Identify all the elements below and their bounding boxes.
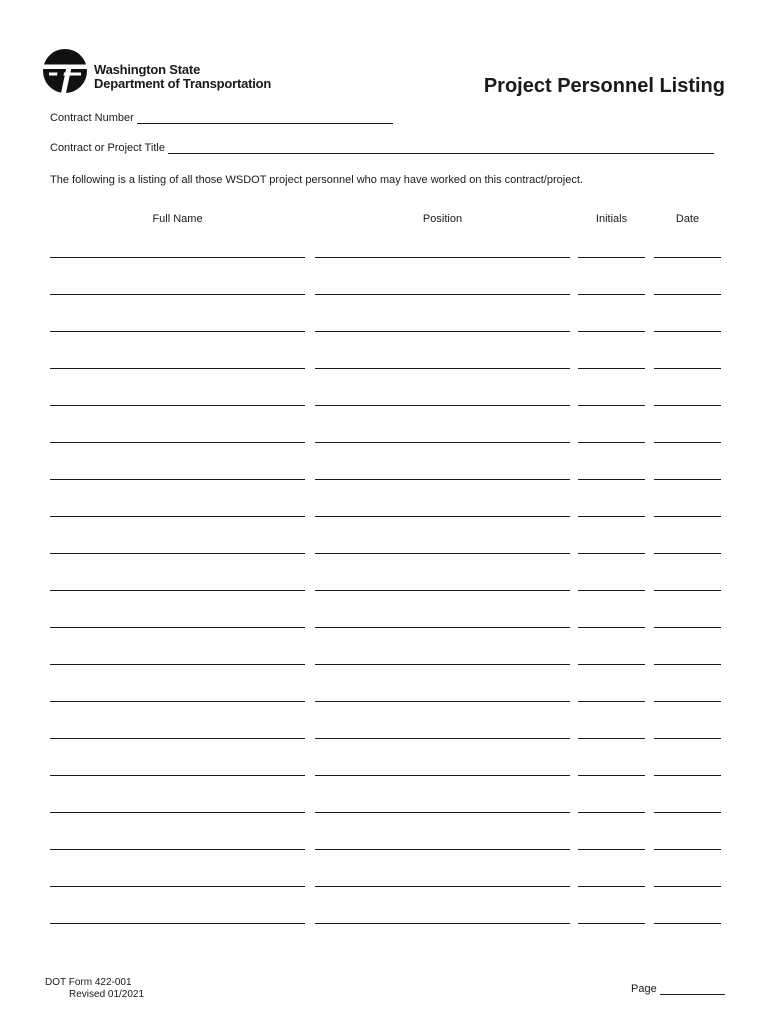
full-name-field[interactable] <box>50 479 305 480</box>
position-field[interactable] <box>315 738 570 739</box>
initials-field[interactable] <box>578 701 645 702</box>
full-name-field[interactable] <box>50 664 305 665</box>
date-field[interactable] <box>654 479 721 480</box>
initials-field[interactable] <box>578 331 645 332</box>
date-field[interactable] <box>654 331 721 332</box>
column-header-position: Position <box>422 213 463 225</box>
full-name-field[interactable] <box>50 368 305 369</box>
agency-line-1: Washington State <box>94 62 201 77</box>
column-header-date: Date <box>675 213 700 225</box>
initials-field[interactable] <box>578 257 645 258</box>
full-name-field[interactable] <box>50 701 305 702</box>
position-field[interactable] <box>315 479 570 480</box>
initials-field[interactable] <box>578 627 645 628</box>
position-field[interactable] <box>315 516 570 517</box>
full-name-field[interactable] <box>50 923 305 924</box>
full-name-field[interactable] <box>50 553 305 554</box>
form-title: Project Personnel Listing <box>483 75 725 97</box>
date-field[interactable] <box>654 738 721 739</box>
full-name-field[interactable] <box>50 627 305 628</box>
date-field[interactable] <box>654 590 721 591</box>
date-field[interactable] <box>654 294 721 295</box>
form-info <box>45 977 144 1001</box>
form-number: DOT Form 422-001 <box>45 977 132 988</box>
initials-field[interactable] <box>578 479 645 480</box>
position-field[interactable] <box>315 442 570 443</box>
initials-field[interactable] <box>578 405 645 406</box>
position-field[interactable] <box>315 849 570 850</box>
revision-date: Revised 01/2021 <box>69 989 145 1000</box>
full-name-field[interactable] <box>50 405 305 406</box>
initials-field[interactable] <box>578 738 645 739</box>
full-name-field[interactable] <box>50 442 305 443</box>
project-title-field[interactable] <box>168 141 714 154</box>
full-name-field[interactable] <box>50 775 305 776</box>
position-field[interactable] <box>315 590 570 591</box>
date-field[interactable] <box>654 664 721 665</box>
date-field[interactable] <box>654 849 721 850</box>
project-title-label: Contract or Project Title <box>50 142 165 154</box>
initials-field[interactable] <box>578 886 645 887</box>
contract-number-field[interactable] <box>137 111 393 124</box>
initials-field[interactable] <box>578 923 645 924</box>
date-field[interactable] <box>654 886 721 887</box>
position-field[interactable] <box>315 368 570 369</box>
date-field[interactable] <box>654 516 721 517</box>
date-field[interactable] <box>654 627 721 628</box>
page-number-field[interactable] <box>660 983 725 995</box>
date-field[interactable] <box>654 923 721 924</box>
full-name-field[interactable] <box>50 849 305 850</box>
column-header-initials: Initials <box>595 213 628 225</box>
initials-field[interactable] <box>578 664 645 665</box>
position-field[interactable] <box>315 923 570 924</box>
intro-text: The following is a listing of all those WSDOT project personnel who may have worked on this contract/project. <box>50 174 583 186</box>
position-field[interactable] <box>315 553 570 554</box>
date-field[interactable] <box>654 442 721 443</box>
initials-field[interactable] <box>578 294 645 295</box>
date-field[interactable] <box>654 405 721 406</box>
position-field[interactable] <box>315 886 570 887</box>
initials-field[interactable] <box>578 442 645 443</box>
date-field[interactable] <box>654 368 721 369</box>
full-name-field[interactable] <box>50 294 305 295</box>
initials-field[interactable] <box>578 368 645 369</box>
initials-field[interactable] <box>578 590 645 591</box>
date-field[interactable] <box>654 812 721 813</box>
date-field[interactable] <box>654 553 721 554</box>
full-name-field[interactable] <box>50 516 305 517</box>
position-field[interactable] <box>315 775 570 776</box>
date-field[interactable] <box>654 701 721 702</box>
position-field[interactable] <box>315 701 570 702</box>
full-name-field[interactable] <box>50 812 305 813</box>
position-field[interactable] <box>315 627 570 628</box>
initials-field[interactable] <box>578 849 645 850</box>
full-name-field[interactable] <box>50 886 305 887</box>
position-field[interactable] <box>315 331 570 332</box>
initials-field[interactable] <box>578 775 645 776</box>
full-name-field[interactable] <box>50 590 305 591</box>
position-field[interactable] <box>315 294 570 295</box>
contract-number-row <box>50 111 393 124</box>
initials-field[interactable] <box>578 812 645 813</box>
position-field[interactable] <box>315 812 570 813</box>
project-title-row <box>50 141 714 154</box>
position-field[interactable] <box>315 405 570 406</box>
date-field[interactable] <box>654 775 721 776</box>
column-header-full-name: Full Name <box>152 213 203 225</box>
initials-field[interactable] <box>578 553 645 554</box>
full-name-field[interactable] <box>50 331 305 332</box>
contract-number-label: Contract Number <box>50 112 134 124</box>
date-field[interactable] <box>654 257 721 258</box>
position-field[interactable] <box>315 257 570 258</box>
position-field[interactable] <box>315 664 570 665</box>
full-name-field[interactable] <box>50 257 305 258</box>
full-name-field[interactable] <box>50 738 305 739</box>
page-label: Page <box>631 983 657 995</box>
agency-line-2: Department of Transportation <box>94 76 272 91</box>
initials-field[interactable] <box>578 516 645 517</box>
page-number-row <box>631 983 725 995</box>
